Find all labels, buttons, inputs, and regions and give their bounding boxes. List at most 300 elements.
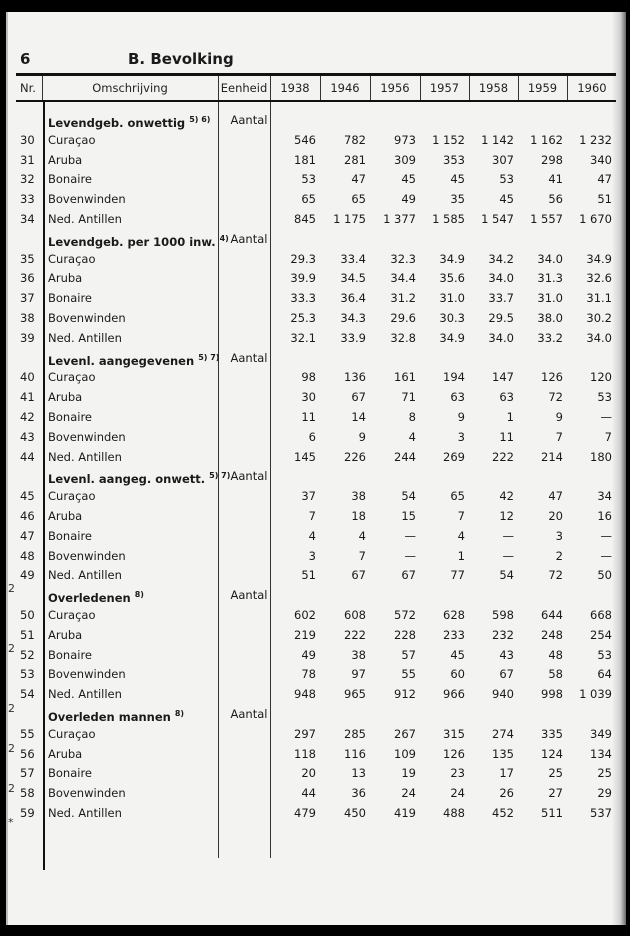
unit-cell: Aantal	[230, 469, 268, 484]
value-cell-1938: 118	[294, 746, 316, 761]
header-divider	[420, 76, 421, 100]
value-cell-1960: 1 232	[579, 132, 612, 147]
value-cell-1960: —	[600, 410, 612, 424]
value-cell-1956: 1 377	[383, 212, 416, 226]
value-cell-1958: 45	[499, 192, 514, 207]
value-cell-1958: 452	[492, 806, 514, 820]
value-cell-1960: 668	[590, 608, 612, 622]
value-cell-1960: 30.2	[586, 311, 612, 325]
value-cell-1958: 232	[492, 627, 514, 642]
value-cell-1957: 628	[443, 608, 465, 622]
value-cell-1957: 194	[443, 370, 465, 385]
row-label: Bovenwinden	[48, 192, 126, 207]
table-row	[8, 645, 618, 665]
group-header-row	[8, 348, 618, 368]
value-cell-1958: 940	[492, 687, 514, 702]
value-cell-1946: 38	[351, 647, 366, 662]
header-divider	[567, 76, 568, 100]
value-cell-1959: 58	[548, 667, 563, 682]
unit-cell: Aantal	[230, 350, 268, 365]
value-cell-1960: 340	[590, 152, 612, 167]
value-cell-1956: 228	[394, 627, 416, 642]
value-cell-1938: 602	[294, 608, 316, 622]
value-cell-1958: 33.7	[488, 291, 514, 306]
value-cell-1938: 37	[301, 489, 316, 504]
document-page	[6, 12, 626, 925]
value-cell-1958: 12	[499, 509, 514, 523]
value-cell-1956: 71	[401, 390, 416, 405]
value-cell-1960: 16	[597, 509, 612, 523]
value-cell-1959: 38.0	[537, 311, 563, 325]
table-row	[8, 427, 618, 447]
header-year-1956: 1956	[380, 81, 410, 95]
value-cell-1946: 7	[358, 548, 366, 563]
table-row	[8, 744, 618, 764]
row-label: Bovenwinden	[48, 667, 126, 682]
value-cell-1958: 598	[492, 608, 514, 622]
header-divider	[518, 76, 519, 100]
row-label: Ned. Antillen	[48, 212, 122, 226]
value-cell-1938: 845	[294, 212, 316, 226]
table-row	[8, 189, 618, 209]
value-cell-1959: 31.3	[537, 271, 563, 286]
value-cell-1958: 34.2	[488, 251, 514, 266]
margin-mark: 2	[8, 782, 15, 795]
value-cell-1938: 32.1	[290, 330, 316, 345]
value-cell-1960: 349	[590, 726, 612, 741]
footnote-ref: 4)	[219, 233, 229, 243]
value-cell-1938: 33.3	[290, 291, 316, 306]
value-cell-1938: 11	[301, 410, 316, 424]
table-row	[8, 724, 618, 744]
group-title-text: Levendgeb. onwettig	[48, 115, 186, 130]
value-cell-1958: 274	[492, 726, 514, 741]
row-label: Curaçao	[48, 370, 96, 385]
value-cell-1960: 134	[590, 746, 612, 761]
value-cell-1959: 34.0	[537, 251, 563, 266]
value-cell-1959: 56	[548, 192, 563, 207]
value-cell-1957: 65	[450, 489, 465, 504]
value-cell-1946: 13	[351, 766, 366, 781]
value-cell-1957: 45	[450, 647, 465, 662]
value-cell-1946: 450	[344, 806, 366, 820]
row-label: Ned. Antillen	[48, 449, 122, 464]
table-row	[8, 150, 618, 170]
value-cell-1959: 7	[555, 429, 563, 444]
value-cell-1956: 29.6	[390, 311, 416, 325]
header-divider	[469, 76, 470, 100]
value-cell-1938: 53	[301, 172, 316, 187]
row-label: Aruba	[48, 746, 83, 761]
value-cell-1956: 67	[401, 568, 416, 583]
value-cell-1958: 1	[506, 410, 514, 424]
value-cell-1938: 65	[301, 192, 316, 207]
value-cell-1956: 57	[401, 647, 416, 662]
value-cell-1960: 1 039	[579, 687, 612, 702]
value-cell-1938: 6	[308, 429, 316, 444]
table-row	[8, 526, 618, 546]
value-cell-1957: 1 585	[432, 212, 465, 226]
value-cell-1956: 419	[394, 806, 416, 820]
row-label: Aruba	[48, 390, 83, 405]
value-cell-1958: —	[502, 528, 514, 543]
value-cell-1957: 269	[443, 449, 465, 464]
table-row	[8, 783, 618, 803]
row-number: 45	[20, 489, 35, 504]
value-cell-1957: 126	[443, 746, 465, 761]
row-label: Bovenwinden	[48, 786, 126, 801]
group-header-row	[8, 704, 618, 724]
value-cell-1960: 7	[604, 429, 612, 444]
value-cell-1938: 145	[294, 449, 316, 464]
table-row	[8, 367, 618, 387]
margin-asterisk: *	[8, 816, 14, 829]
value-cell-1956: 572	[394, 608, 416, 622]
value-cell-1959: 126	[541, 370, 563, 385]
value-cell-1957: 23	[450, 766, 465, 781]
value-cell-1946: 67	[351, 390, 366, 405]
margin-mark: 2	[8, 642, 15, 655]
value-cell-1946: 136	[344, 370, 366, 385]
value-cell-1938: 4	[308, 528, 316, 543]
value-cell-1946: 47	[351, 172, 366, 187]
row-label: Aruba	[48, 271, 83, 286]
row-label: Bonaire	[48, 766, 93, 781]
value-cell-1957: 1	[457, 548, 465, 563]
table-row	[8, 407, 618, 427]
value-cell-1957: 31.0	[439, 291, 465, 306]
value-cell-1957: 34.9	[439, 330, 465, 345]
value-cell-1957: 353	[443, 152, 465, 167]
value-cell-1957: 30.3	[439, 311, 465, 325]
row-number: 50	[20, 608, 35, 622]
value-cell-1958: —	[502, 548, 514, 563]
row-number: 40	[20, 370, 35, 385]
value-cell-1959: 31.0	[537, 291, 563, 306]
value-cell-1960: 51	[597, 192, 612, 207]
row-number: 38	[20, 311, 35, 325]
value-cell-1956: 45	[401, 172, 416, 187]
value-cell-1938: 25.3	[290, 311, 316, 325]
value-cell-1957: 63	[450, 390, 465, 405]
row-number: 36	[20, 271, 35, 286]
value-cell-1946: 67	[351, 568, 366, 583]
footnote-ref: 5) 6)	[189, 115, 211, 124]
row-number: 41	[20, 390, 35, 405]
value-cell-1959: 72	[548, 390, 563, 405]
value-cell-1959: 1 162	[530, 132, 563, 147]
margin-mark: 2	[8, 702, 15, 715]
value-cell-1959: 72	[548, 568, 563, 583]
value-cell-1959: 25	[548, 766, 563, 781]
row-label: Bovenwinden	[48, 311, 126, 325]
value-cell-1960: 34	[597, 489, 612, 504]
value-cell-1946: 33.4	[340, 251, 366, 266]
row-number: 48	[20, 548, 35, 563]
value-cell-1960: 254	[590, 627, 612, 642]
value-cell-1959: 335	[541, 726, 563, 741]
row-label: Bonaire	[48, 291, 93, 306]
table-row	[8, 486, 618, 506]
row-label: Bonaire	[48, 410, 93, 424]
value-cell-1956: 32.3	[390, 251, 416, 266]
row-label: Curaçao	[48, 132, 96, 147]
row-number: 34	[20, 212, 35, 226]
row-label: Bovenwinden	[48, 548, 126, 563]
table-row	[8, 328, 618, 348]
value-cell-1959: 2	[555, 548, 563, 563]
value-cell-1956: 24	[401, 786, 416, 801]
value-cell-1946: 965	[344, 687, 366, 702]
value-cell-1956: 49	[401, 192, 416, 207]
value-cell-1959: 27	[548, 786, 563, 801]
header-year-1946: 1946	[330, 81, 360, 95]
row-label: Ned. Antillen	[48, 687, 122, 702]
value-cell-1938: 44	[301, 786, 316, 801]
group-title-text: Levenl. aangeg. onwett.	[48, 472, 206, 487]
value-cell-1946: 222	[344, 627, 366, 642]
value-cell-1957: 45	[450, 172, 465, 187]
value-cell-1959: 124	[541, 746, 563, 761]
value-cell-1938: 546	[294, 132, 316, 147]
table-row	[8, 546, 618, 566]
value-cell-1959: 1 557	[530, 212, 563, 226]
table-row	[8, 209, 618, 229]
row-number: 42	[20, 410, 35, 424]
row-label: Aruba	[48, 627, 83, 642]
value-cell-1938: 20	[301, 766, 316, 781]
row-label: Ned. Antillen	[48, 568, 122, 583]
group-header-row	[8, 585, 618, 605]
value-cell-1959: 214	[541, 449, 563, 464]
row-number: 39	[20, 330, 35, 345]
value-cell-1946: 65	[351, 192, 366, 207]
value-cell-1958: 222	[492, 449, 514, 464]
value-cell-1958: 135	[492, 746, 514, 761]
header-divider	[42, 76, 43, 100]
header-year-1958: 1958	[478, 81, 509, 95]
value-cell-1957: 35	[450, 192, 465, 207]
row-number: 56	[20, 746, 35, 761]
value-cell-1958: 34.0	[488, 330, 514, 345]
header-nr: Nr.	[20, 81, 36, 95]
table-row	[8, 664, 618, 684]
row-number: 43	[20, 429, 35, 444]
row-label: Bovenwinden	[48, 429, 126, 444]
value-cell-1960: 53	[597, 647, 612, 662]
value-cell-1958: 43	[499, 647, 514, 662]
value-cell-1960: 29	[597, 786, 612, 801]
row-number: 47	[20, 528, 35, 543]
value-cell-1957: 4	[457, 528, 465, 543]
table-row	[8, 605, 618, 625]
header-divider	[370, 76, 371, 100]
value-cell-1946: 226	[344, 449, 366, 464]
value-cell-1956: 4	[408, 429, 416, 444]
value-cell-1956: 244	[394, 449, 416, 464]
header-description: Omschrijving	[92, 81, 168, 95]
value-cell-1946: 18	[351, 509, 366, 523]
table-row	[8, 684, 618, 704]
value-cell-1938: 948	[294, 687, 316, 702]
row-label: Bonaire	[48, 172, 93, 187]
row-label: Curaçao	[48, 726, 96, 741]
unit-cell: Aantal	[230, 231, 268, 246]
table-row	[8, 288, 618, 308]
value-cell-1960: 34.0	[586, 330, 612, 345]
row-number: 58	[20, 786, 35, 801]
value-cell-1959: 298	[541, 152, 563, 167]
row-label: Curaçao	[48, 608, 96, 622]
value-cell-1946: 38	[351, 489, 366, 504]
header-divider	[320, 76, 321, 100]
row-number: 46	[20, 509, 35, 523]
value-cell-1938: 39.9	[290, 271, 316, 286]
value-cell-1938: 297	[294, 726, 316, 741]
section-title: B. Bevolking	[128, 50, 234, 68]
value-cell-1957: 966	[443, 687, 465, 702]
footnote-ref: 5) 7)	[198, 352, 220, 362]
value-cell-1959: 33.2	[537, 330, 563, 345]
value-cell-1957: 77	[450, 568, 465, 583]
value-cell-1957: 3	[457, 429, 465, 444]
value-cell-1960: 120	[590, 370, 612, 385]
value-cell-1957: 1 152	[432, 132, 465, 147]
value-cell-1938: 51	[301, 568, 316, 583]
value-cell-1946: 33.9	[340, 330, 366, 345]
unit-cell: Aantal	[230, 588, 268, 603]
row-number: 53	[20, 667, 35, 682]
row-number: 59	[20, 806, 35, 820]
value-cell-1946: 1 175	[333, 212, 366, 226]
value-cell-1938: 98	[301, 370, 316, 385]
value-cell-1957: 34.9	[439, 251, 465, 266]
value-cell-1958: 147	[492, 370, 514, 385]
row-number: 51	[20, 627, 35, 642]
value-cell-1938: 219	[294, 627, 316, 642]
row-label: Curaçao	[48, 251, 96, 266]
table-row	[8, 506, 618, 526]
margin-mark: 2	[8, 742, 15, 755]
value-cell-1938: 3	[308, 548, 316, 563]
value-cell-1960: —	[600, 528, 612, 543]
value-cell-1960: 1 670	[579, 212, 612, 226]
row-number: 30	[20, 132, 35, 147]
group-header-row	[8, 110, 618, 130]
table-row	[8, 447, 618, 467]
row-label: Bonaire	[48, 647, 93, 662]
value-cell-1956: 912	[394, 687, 416, 702]
value-cell-1958: 307	[492, 152, 514, 167]
value-cell-1957: 233	[443, 627, 465, 642]
value-cell-1956: 8	[408, 410, 416, 424]
header-year-1957: 1957	[429, 81, 460, 95]
value-cell-1956: 31.2	[390, 291, 416, 306]
value-cell-1958: 29.5	[488, 311, 514, 325]
value-cell-1956: 54	[401, 489, 416, 504]
group-title-text: Levenl. aangegevenen	[48, 353, 195, 368]
header-divider	[270, 76, 271, 100]
value-cell-1960: 47	[597, 172, 612, 187]
value-cell-1946: 36.4	[340, 291, 366, 306]
value-cell-1946: 608	[344, 608, 366, 622]
value-cell-1938: 29.3	[290, 251, 316, 266]
value-cell-1960: 537	[590, 806, 612, 820]
value-cell-1958: 26	[499, 786, 514, 801]
value-cell-1958: 1 547	[481, 212, 514, 226]
value-cell-1957: 7	[457, 509, 465, 523]
footnote-ref: 8)	[134, 590, 144, 600]
row-label: Aruba	[48, 509, 83, 523]
value-cell-1938: 7	[308, 509, 316, 523]
row-number: 32	[20, 172, 35, 187]
value-cell-1938: 49	[301, 647, 316, 662]
row-number: 37	[20, 291, 35, 306]
value-cell-1958: 1 142	[481, 132, 514, 147]
row-number: 54	[20, 687, 35, 702]
value-cell-1956: 55	[401, 667, 416, 682]
group-title-text: Overledenen	[48, 591, 131, 606]
value-cell-1960: 180	[590, 449, 612, 464]
table-row	[8, 803, 618, 823]
value-cell-1957: 9	[457, 410, 465, 424]
row-label: Curaçao	[48, 489, 96, 504]
value-cell-1960: 31.1	[586, 291, 612, 306]
value-cell-1958: 34.0	[488, 271, 514, 286]
value-cell-1959: 248	[541, 627, 563, 642]
value-cell-1946: 782	[344, 132, 366, 147]
footnote-ref: 8)	[174, 709, 185, 718]
value-cell-1946: 281	[344, 152, 366, 167]
value-cell-1956: 161	[394, 370, 416, 385]
group-title-text: Overleden mannen	[48, 709, 171, 724]
value-cell-1958: 11	[499, 429, 514, 444]
value-cell-1938: 30	[301, 390, 316, 405]
row-number: 52	[20, 647, 35, 662]
table-header-rule	[16, 100, 616, 102]
header-year-1938: 1938	[280, 81, 310, 95]
unit-cell: Aantal	[230, 707, 268, 721]
value-cell-1946: 4	[358, 528, 366, 543]
value-cell-1956: 267	[394, 726, 416, 741]
table-row	[8, 268, 618, 288]
value-cell-1958: 63	[499, 390, 514, 405]
value-cell-1959: 644	[541, 608, 563, 622]
row-number: 31	[20, 152, 35, 167]
value-cell-1960: —	[600, 548, 612, 563]
value-cell-1957: 315	[443, 726, 465, 741]
page-number: 6	[20, 50, 31, 68]
value-cell-1956: 32.8	[390, 330, 416, 345]
value-cell-1958: 67	[499, 667, 514, 682]
table-row	[8, 387, 618, 407]
row-number: 49	[20, 568, 35, 583]
table-row	[8, 565, 618, 585]
value-cell-1957: 24	[450, 786, 465, 801]
value-cell-1959: 48	[548, 647, 563, 662]
value-cell-1960: 50	[597, 568, 612, 583]
value-cell-1959: 9	[555, 410, 563, 424]
value-cell-1946: 36	[351, 786, 366, 801]
table-row	[8, 625, 618, 645]
margin-mark: 2	[8, 582, 15, 595]
value-cell-1960: 25	[597, 766, 612, 781]
value-cell-1938: 78	[301, 667, 316, 682]
value-cell-1957: 35.6	[439, 271, 465, 286]
value-cell-1956: 973	[394, 132, 416, 147]
value-cell-1959: 47	[548, 489, 563, 504]
row-label: Aruba	[48, 152, 83, 167]
